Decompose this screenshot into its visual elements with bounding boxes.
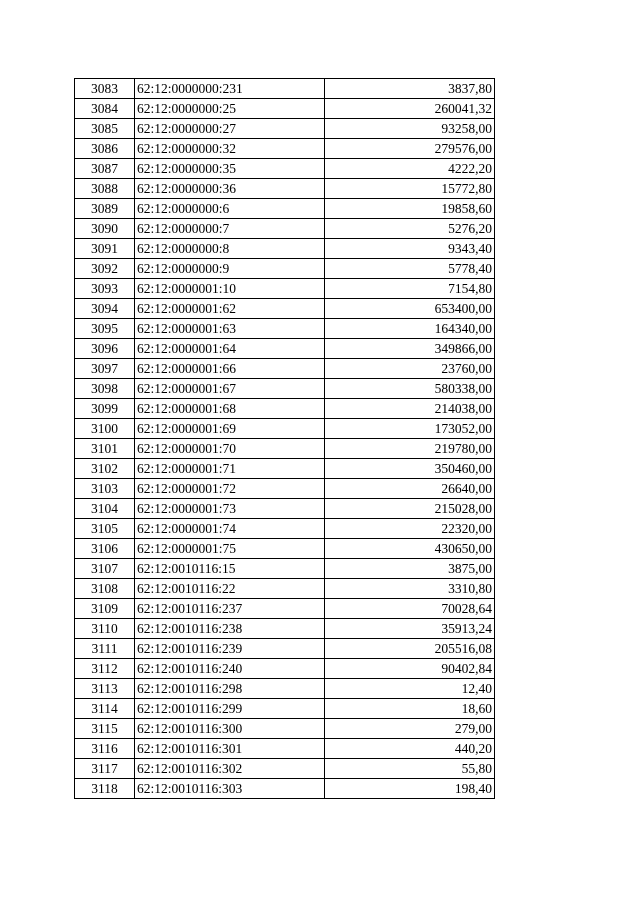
- row-number-cell: 3092: [75, 259, 135, 279]
- value-cell: 279576,00: [325, 139, 495, 159]
- table-row: [75, 419, 495, 439]
- value-cell: 440,20: [325, 739, 495, 759]
- cadastral-number-cell: 62:12:0000001:72: [135, 479, 325, 499]
- table-row: [75, 559, 495, 579]
- cadastral-number-cell: 62:12:0010116:240: [135, 659, 325, 679]
- row-number-cell: 3087: [75, 159, 135, 179]
- table-row: [75, 79, 495, 99]
- table-row: [75, 259, 495, 279]
- table-row: [75, 119, 495, 139]
- row-number-cell: 3083: [75, 79, 135, 99]
- row-number-cell: 3114: [75, 699, 135, 719]
- row-number-cell: 3102: [75, 459, 135, 479]
- cadastral-number-cell: 62:12:0000001:62: [135, 299, 325, 319]
- value-cell: 3837,80: [325, 79, 495, 99]
- value-cell: 18,60: [325, 699, 495, 719]
- row-number-cell: 3098: [75, 379, 135, 399]
- row-number-cell: 3086: [75, 139, 135, 159]
- cadastral-number-cell: 62:12:0000000:231: [135, 79, 325, 99]
- row-number-cell: 3084: [75, 99, 135, 119]
- value-cell: 55,80: [325, 759, 495, 779]
- cadastral-number-cell: 62:12:0000000:32: [135, 139, 325, 159]
- cadastral-number-cell: 62:12:0010116:300: [135, 719, 325, 739]
- row-number-cell: 3111: [75, 639, 135, 659]
- value-cell: 279,00: [325, 719, 495, 739]
- table-row: [75, 519, 495, 539]
- row-number-cell: 3099: [75, 399, 135, 419]
- cadastral-number-cell: 62:12:0010116:298: [135, 679, 325, 699]
- cadastral-number-cell: 62:12:0010116:22: [135, 579, 325, 599]
- row-number-cell: 3090: [75, 219, 135, 239]
- value-cell: 173052,00: [325, 419, 495, 439]
- row-number-cell: 3106: [75, 539, 135, 559]
- cadastral-number-cell: 62:12:0010116:301: [135, 739, 325, 759]
- cadastral-number-cell: 62:12:0000001:75: [135, 539, 325, 559]
- cadastral-number-cell: 62:12:0000000:6: [135, 199, 325, 219]
- value-cell: 35913,24: [325, 619, 495, 639]
- value-cell: 260041,32: [325, 99, 495, 119]
- value-cell: 580338,00: [325, 379, 495, 399]
- row-number-cell: 3113: [75, 679, 135, 699]
- table-row: [75, 159, 495, 179]
- cadastral-number-cell: 62:12:0010116:303: [135, 779, 325, 799]
- value-cell: 90402,84: [325, 659, 495, 679]
- row-number-cell: 3085: [75, 119, 135, 139]
- row-number-cell: 3104: [75, 499, 135, 519]
- table-row: [75, 399, 495, 419]
- cadastral-number-cell: 62:12:0010116:302: [135, 759, 325, 779]
- table-row: [75, 719, 495, 739]
- records-table: [74, 78, 495, 799]
- table-row: [75, 639, 495, 659]
- row-number-cell: 3093: [75, 279, 135, 299]
- cadastral-number-cell: 62:12:0000000:36: [135, 179, 325, 199]
- row-number-cell: 3112: [75, 659, 135, 679]
- table-row: [75, 199, 495, 219]
- records-table-body: [75, 79, 495, 799]
- cadastral-number-cell: 62:12:0000001:73: [135, 499, 325, 519]
- table-row: [75, 359, 495, 379]
- value-cell: 3875,00: [325, 559, 495, 579]
- table-row: [75, 679, 495, 699]
- cadastral-number-cell: 62:12:0000000:7: [135, 219, 325, 239]
- cadastral-number-cell: 62:12:0000001:67: [135, 379, 325, 399]
- table-row: [75, 239, 495, 259]
- cadastral-number-cell: 62:12:0010116:15: [135, 559, 325, 579]
- value-cell: 205516,08: [325, 639, 495, 659]
- row-number-cell: 3089: [75, 199, 135, 219]
- row-number-cell: 3118: [75, 779, 135, 799]
- value-cell: 349866,00: [325, 339, 495, 359]
- cadastral-number-cell: 62:12:0000001:70: [135, 439, 325, 459]
- value-cell: 430650,00: [325, 539, 495, 559]
- table-row: [75, 579, 495, 599]
- cadastral-number-cell: 62:12:0000001:66: [135, 359, 325, 379]
- value-cell: 3310,80: [325, 579, 495, 599]
- row-number-cell: 3088: [75, 179, 135, 199]
- row-number-cell: 3097: [75, 359, 135, 379]
- table-row: [75, 319, 495, 339]
- row-number-cell: 3105: [75, 519, 135, 539]
- row-number-cell: 3115: [75, 719, 135, 739]
- row-number-cell: 3109: [75, 599, 135, 619]
- cadastral-number-cell: 62:12:0010116:237: [135, 599, 325, 619]
- cadastral-number-cell: 62:12:0000000:25: [135, 99, 325, 119]
- value-cell: 7154,80: [325, 279, 495, 299]
- cadastral-number-cell: 62:12:0000001:74: [135, 519, 325, 539]
- table-row: [75, 599, 495, 619]
- table-row: [75, 299, 495, 319]
- cadastral-number-cell: 62:12:0000000:35: [135, 159, 325, 179]
- table-row: [75, 759, 495, 779]
- value-cell: 70028,64: [325, 599, 495, 619]
- row-number-cell: 3103: [75, 479, 135, 499]
- cadastral-number-cell: 62:12:0010116:238: [135, 619, 325, 639]
- value-cell: 19858,60: [325, 199, 495, 219]
- table-row: [75, 439, 495, 459]
- cadastral-number-cell: 62:12:0010116:299: [135, 699, 325, 719]
- row-number-cell: 3116: [75, 739, 135, 759]
- value-cell: 350460,00: [325, 459, 495, 479]
- value-cell: 214038,00: [325, 399, 495, 419]
- value-cell: 215028,00: [325, 499, 495, 519]
- value-cell: 9343,40: [325, 239, 495, 259]
- table-row: [75, 499, 495, 519]
- value-cell: 164340,00: [325, 319, 495, 339]
- cadastral-number-cell: 62:12:0000001:69: [135, 419, 325, 439]
- table-row: [75, 539, 495, 559]
- row-number-cell: 3091: [75, 239, 135, 259]
- table-row: [75, 99, 495, 119]
- value-cell: 5778,40: [325, 259, 495, 279]
- value-cell: 93258,00: [325, 119, 495, 139]
- table-row: [75, 659, 495, 679]
- value-cell: 653400,00: [325, 299, 495, 319]
- table-row: [75, 779, 495, 799]
- row-number-cell: 3095: [75, 319, 135, 339]
- table-row: [75, 459, 495, 479]
- cadastral-number-cell: 62:12:0000001:10: [135, 279, 325, 299]
- table-row: [75, 699, 495, 719]
- cadastral-number-cell: 62:12:0000000:27: [135, 119, 325, 139]
- row-number-cell: 3100: [75, 419, 135, 439]
- table-row: [75, 619, 495, 639]
- table-row: [75, 139, 495, 159]
- value-cell: 23760,00: [325, 359, 495, 379]
- row-number-cell: 3101: [75, 439, 135, 459]
- cadastral-number-cell: 62:12:0000000:9: [135, 259, 325, 279]
- table-row: [75, 179, 495, 199]
- table-row: [75, 379, 495, 399]
- value-cell: 219780,00: [325, 439, 495, 459]
- table-row: [75, 479, 495, 499]
- value-cell: 15772,80: [325, 179, 495, 199]
- row-number-cell: 3117: [75, 759, 135, 779]
- value-cell: 22320,00: [325, 519, 495, 539]
- cadastral-number-cell: 62:12:0010116:239: [135, 639, 325, 659]
- table-row: [75, 739, 495, 759]
- cadastral-number-cell: 62:12:0000001:64: [135, 339, 325, 359]
- value-cell: 198,40: [325, 779, 495, 799]
- value-cell: 5276,20: [325, 219, 495, 239]
- cadastral-number-cell: 62:12:0000001:71: [135, 459, 325, 479]
- cadastral-number-cell: 62:12:0000000:8: [135, 239, 325, 259]
- cadastral-number-cell: 62:12:0000001:68: [135, 399, 325, 419]
- table-row: [75, 279, 495, 299]
- value-cell: 12,40: [325, 679, 495, 699]
- value-cell: 4222,20: [325, 159, 495, 179]
- row-number-cell: 3096: [75, 339, 135, 359]
- value-cell: 26640,00: [325, 479, 495, 499]
- cadastral-number-cell: 62:12:0000001:63: [135, 319, 325, 339]
- table-row: [75, 339, 495, 359]
- row-number-cell: 3107: [75, 559, 135, 579]
- row-number-cell: 3094: [75, 299, 135, 319]
- table-row: [75, 219, 495, 239]
- row-number-cell: 3108: [75, 579, 135, 599]
- row-number-cell: 3110: [75, 619, 135, 639]
